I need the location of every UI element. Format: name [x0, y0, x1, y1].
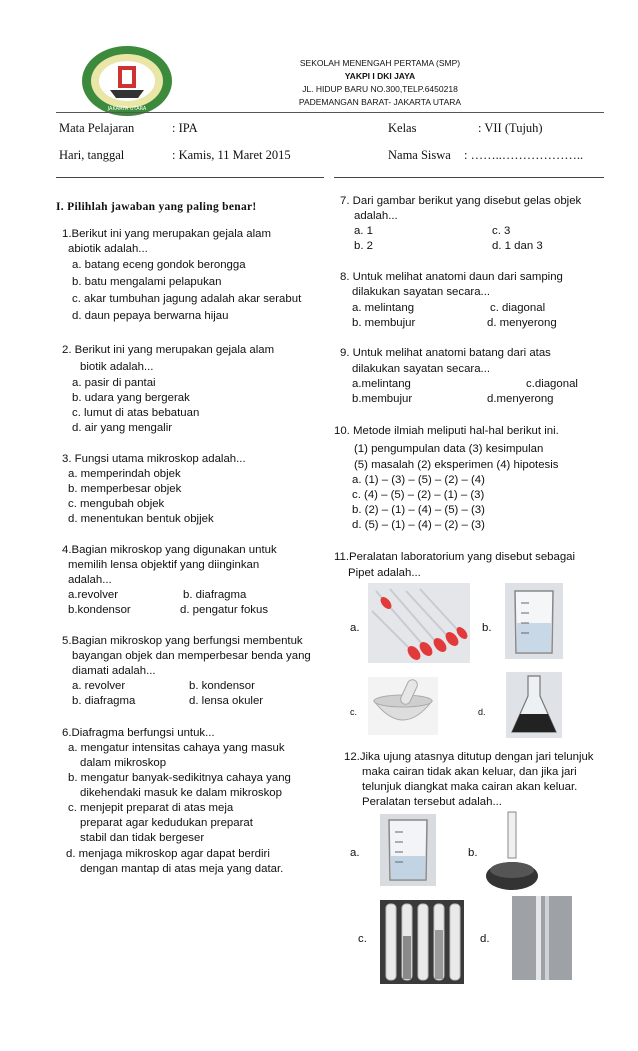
q4-option-a: a.revolver — [68, 589, 119, 601]
q12-text: maka cairan tidak akan keluar, dan jika jari — [362, 766, 577, 778]
school-logo — [80, 44, 174, 118]
q2-option-c: c. lumut di atas bebatuan — [72, 407, 200, 419]
q5-option-c: b. diafragma — [72, 695, 136, 707]
q5-text: bayangan objek dan memperbesar benda yang — [72, 650, 311, 662]
date-value: : Kamis, 11 Maret 2015 — [172, 148, 291, 162]
q6-option-c-cont: preparat agar kedudukan preparat — [80, 817, 253, 829]
q2-text: biotik adalah... — [80, 361, 154, 373]
q4-option-c: b.kondensor — [68, 604, 131, 616]
q6-option-c: c. menjepit preparat di atas meja — [68, 802, 234, 814]
pipette-tube-image — [512, 896, 572, 980]
date-label: Hari, tanggal — [59, 148, 125, 162]
pipette-image — [368, 583, 470, 663]
q12-text: telunjuk diangkat maka cairan akan keluar. — [362, 781, 578, 793]
q1-text: abiotik adalah... — [68, 243, 148, 255]
q5-text: 5.Bagian mikroskop yang berfungsi membentuk — [62, 635, 303, 647]
q5-option-a: a. revolver — [72, 680, 126, 692]
q5-option-d: d. lensa okuler — [189, 695, 264, 707]
header-rule — [56, 112, 604, 113]
school-district: PADEMANGAN BARAT- JAKARTA UTARA — [298, 97, 462, 107]
q10-option-d: d. (5) – (1) – (4) – (2) – (3) — [352, 519, 485, 531]
q3-text: 3. Fungsi utama mikroskop adalah... — [62, 453, 246, 465]
class-label: Kelas — [388, 121, 417, 135]
q6-option-d-cont: dengan mantap di atas meja yang datar. — [80, 863, 284, 875]
q7-text: 7. Dari gambar berikut yang disebut gelas objek — [340, 195, 582, 207]
q9-option-b: b.membujur — [352, 393, 413, 405]
q1-option-a: a. batang eceng gondok berongga — [72, 259, 246, 271]
q10-option-a: a. (1) – (3) – (5) – (2) – (4) — [352, 474, 485, 486]
school-name: SEKOLAH MENENGAH PERTAMA (SMP) — [299, 58, 461, 68]
erlenmeyer-flask-image — [506, 672, 562, 738]
q1-option-c: c. akar tumbuhan jagung adalah akar serabut — [72, 293, 302, 305]
q2-text: 2. Berikut ini yang merupakan gejala alam — [62, 344, 275, 356]
q8-option-a: a. melintang — [352, 302, 415, 314]
mortar-pestle-image — [368, 677, 438, 735]
q2-option-a: a. pasir di pantai — [72, 377, 156, 389]
q9-option-d: d.menyerong — [487, 393, 554, 405]
q7-text: adalah... — [354, 210, 398, 222]
q4-option-d: d. pengatur fokus — [180, 604, 269, 616]
q9-option-a: a.melintang — [352, 378, 411, 390]
q6-option-d: d. menjaga mikroskop agar dapat berdiri — [66, 848, 270, 860]
q11-text: Pipet adalah... — [348, 567, 421, 579]
q7-option-a: a. 1 — [354, 225, 373, 237]
q11-option-d: d. — [478, 707, 486, 717]
q11-text: 11.Peralatan laboratorium yang disebut sebagai — [334, 551, 576, 563]
subject-label: Mata Pelajaran — [59, 121, 135, 135]
q8-option-c: c. diagonal — [490, 302, 546, 314]
section-title: I. Pilihlah jawaban yang paling benar! — [56, 201, 257, 213]
q12-text: Peralatan tersebut adalah... — [362, 796, 502, 808]
q1-option-b: b. batu mengalami pelapukan — [72, 276, 222, 288]
q4-text: adalah... — [68, 574, 112, 586]
q12-option-a: a. — [350, 847, 360, 859]
q2-option-d: d. air yang mengalir — [72, 422, 173, 434]
q7-option-b: b. 2 — [354, 240, 373, 252]
q8-option-d: d. menyerong — [487, 317, 557, 329]
volumetric-flask-image — [480, 810, 544, 892]
q11-option-c: c. — [350, 707, 358, 717]
q9-text: dilakukan sayatan secara... — [352, 363, 491, 375]
test-tubes-image — [380, 900, 464, 984]
class-value: : VII (Tujuh) — [478, 121, 543, 135]
q6-option-a: a. mengatur intensitas cahaya yang masuk — [68, 742, 285, 754]
q5-option-b: b. kondensor — [189, 680, 255, 692]
q5-text: diamati adalah... — [72, 665, 156, 677]
q3-option-a: a. memperindah objek — [68, 468, 181, 480]
beaker-image — [505, 583, 563, 659]
q10-option-b: b. (2) – (1) – (4) – (5) – (3) — [352, 504, 485, 516]
q12-option-d: d. — [480, 933, 490, 945]
q12-option-c: c. — [358, 933, 367, 945]
name-label: Nama Siswa — [388, 148, 451, 162]
yayasan-name: YAKPI I DKI JAYA — [344, 71, 416, 81]
info-rule-left — [56, 177, 324, 178]
q6-option-b: b. mengatur banyak-sedikitnya cahaya yang — [68, 772, 291, 784]
q6-text: 6.Diafragma berfungsi untuk... — [62, 727, 215, 739]
name-value: : ……..……………….. — [464, 148, 584, 162]
q4-text: memilih lensa objektif yang diinginkan — [68, 559, 260, 571]
q8-text: 8. Untuk melihat anatomi daun dari samping — [340, 271, 563, 283]
logo-caption: JAKARTA UTARA — [107, 106, 147, 112]
q2-option-b: b. udara yang bergerak — [72, 392, 190, 404]
info-rule-right — [334, 177, 604, 178]
q9-text: 9. Untuk melihat anatomi batang dari atas — [340, 347, 551, 359]
q4-option-b: b. diafragma — [183, 589, 247, 601]
q11-option-a: a. — [350, 622, 360, 634]
q3-option-c: c. mengubah objek — [68, 498, 165, 510]
q6-option-a-cont: dalam mikroskop — [80, 757, 167, 769]
school-address: JL. HIDUP BARU NO.300,TELP.6450218 — [302, 84, 458, 94]
q10-statement: (5) masalah (2) eksperimen (4) hipotesis — [354, 459, 559, 471]
q12-text: 12.Jika ujung atasnya ditutup dengan jari telunjuk — [344, 751, 594, 763]
q10-text: 10. Metode ilmiah meliputi hal-hal berikut ini. — [334, 425, 559, 437]
q10-option-c: c. (4) – (5) – (2) – (1) – (3) — [352, 489, 485, 501]
subject-value: : IPA — [172, 121, 198, 135]
beaker-image — [380, 814, 436, 886]
q7-option-c: c. 3 — [492, 225, 511, 237]
q9-option-c: c.diagonal — [526, 378, 578, 390]
q7-option-d: d. 1 dan 3 — [492, 240, 543, 252]
q1-text: 1.Berikut ini yang merupakan gejala alam — [62, 228, 271, 240]
q3-option-b: b. memperbesar objek — [68, 483, 182, 495]
q10-statement: (1) pengumpulan data (3) kesimpulan — [354, 443, 544, 455]
q3-option-d: d. menentukan bentuk objjek — [68, 513, 214, 525]
q8-text: dilakukan sayatan secara... — [352, 286, 491, 298]
q12-option-b: b. — [468, 847, 478, 859]
q4-text: 4.Bagian mikroskop yang digunakan untuk — [62, 544, 277, 556]
q6-option-b-cont: dikehendaki masuk ke dalam mikroskop — [80, 787, 282, 799]
q6-option-c-cont: stabil dan tidak bergeser — [80, 832, 205, 844]
q1-option-d: d. daun pepaya berwarna hijau — [72, 310, 229, 322]
q11-option-b: b. — [482, 622, 492, 634]
q8-option-b: b. membujur — [352, 317, 416, 329]
